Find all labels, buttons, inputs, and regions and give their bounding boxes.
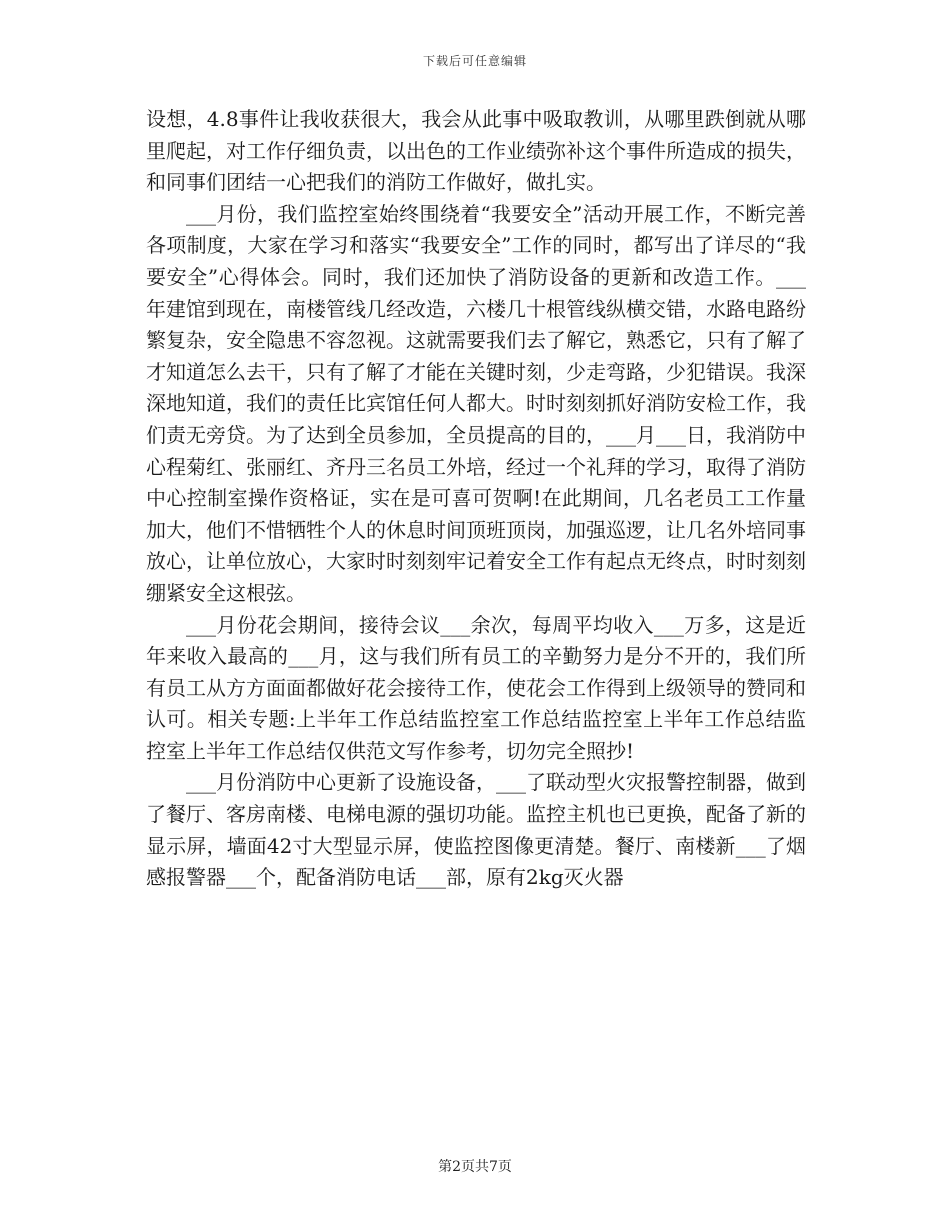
paragraph-4: ___月份消防中心更新了设施设备，___了联动型火灾报警控制器，做到了餐厅、客房南楼、电梯电源的强切功能。监控主机也已更换，配备了新的显示屏，墙面42寸大型显示屏，使监控图像更清楚。餐厅、南楼新___了烟感报警器___个，配备消防电话___部，原有2kg灭火器 xyxy=(146,770,806,890)
paragraph-3: ___月份花会期间，接待会议___余次，每周平均收入___万多，这是近年来收入最高的___月，这与我们所有员工的辛勤努力是分不开的，我们所有员工从方方面面都做好花会接待工作，使花会工作得到上级领导的赞同和认可。相关专题:上半年工作总结监控室工作总结监控室上半年工作总结监控室上半年工作总结仅供范文写作参考，切勿完全照抄! xyxy=(146,612,806,763)
page-number: 第2页共7页 xyxy=(438,1159,512,1175)
document-body xyxy=(146,104,806,894)
paragraph-1: 设想，4.8事件让我收获很大，我会从此事中吸取教训，从哪里跌倒就从哪里爬起，对工作仔细负责，以出色的工作业绩弥补这个事件所造成的损失，和同事们团结一心把我们的消防工作做好，做扎实。 xyxy=(146,107,806,195)
page-header-note: 下载后可任意编辑 xyxy=(422,54,527,68)
paragraph-2: ___月份，我们监控室始终围绕着“我要安全”活动开展工作，不断完善各项制度，大家在学习和落实“我要安全”工作的同时，都写出了详尽的“我要安全”心得体会。同时，我们还加快了消防设备的更新和改造工作。___年建馆到现在，南楼管线几经改造，六楼几十根管线纵横交错，水路电路纷繁复杂，安全隐患不容忽视。这就需要我们去了解它，熟悉它，只有了解了才知道怎么去干，只有了解了才能在关键时刻，少走弯路，少犯错误。我深深地知道，我们的责任比宾馆任何人都大。时时刻刻抓好消防安检工作，我们责无旁贷。为了达到全员参加，全员提高的目的，___月___日，我消防中心程菊红、张丽红、齐丹三名员工外培，经过一个礼拜的学习，取得了消防中心控制室操作资格证，实在是可喜可贺啊!在此期间，几名老员工工作量加大，他们不惜牺牲个人的休息时间顶班顶岗，加强巡逻，让几名外培同事放心，让单位放心，大家时时刻刻牢记着安全工作有起点无终点，时时刻刻绷紧安全这根弦。 xyxy=(146,201,806,605)
